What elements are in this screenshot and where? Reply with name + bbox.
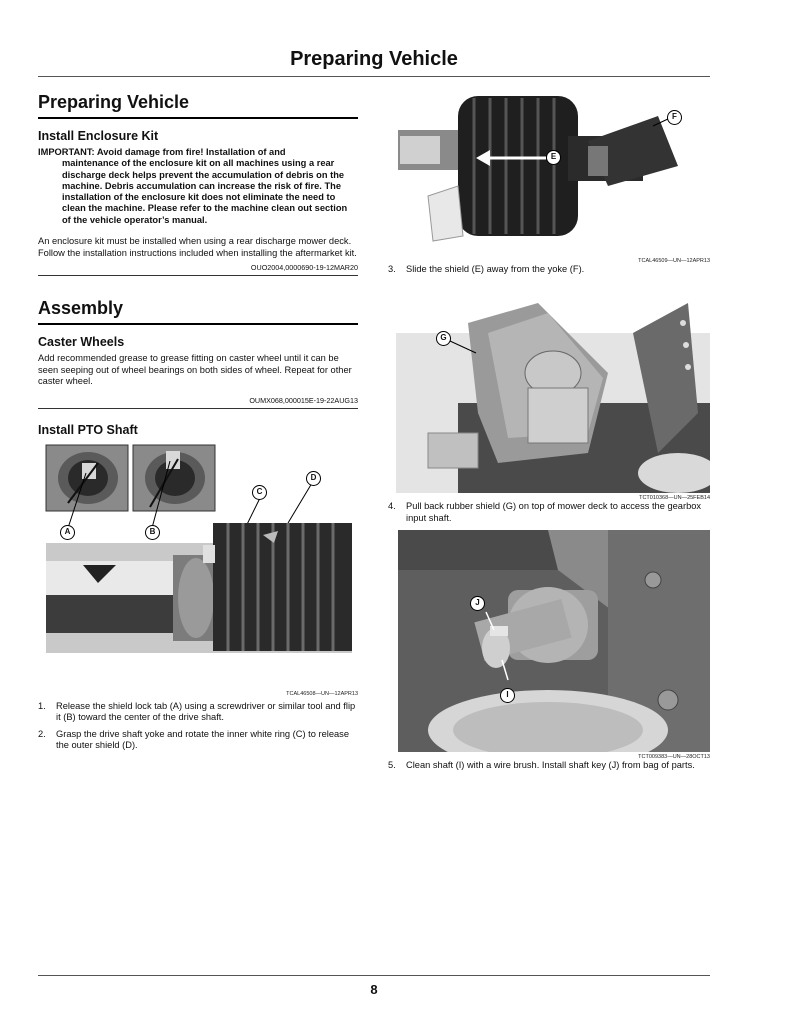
step-text: Grasp the drive shaft yoke and rotate the inner white ring (C) to release the outer shield (D). <box>56 729 350 751</box>
callout-c: C <box>252 485 267 500</box>
pto-shaft-figure <box>38 443 352 689</box>
figure-caption: TCAL46509—UN—12APR13 <box>638 258 710 264</box>
step-text: Release the shield lock tab (A) using a screwdriver or similar tool and flip it (B) toward the center of the drive shaft. <box>56 700 356 722</box>
callout-j: J <box>470 596 485 611</box>
input-shaft-figure <box>398 530 710 752</box>
step-number: 2. <box>38 729 46 740</box>
right-column <box>388 86 710 777</box>
step-5-list <box>388 760 710 771</box>
section-heading-assembly: Assembly <box>38 298 358 325</box>
step-text: Pull back rubber shield (G) on top of mower deck to access the gearbox input shaft. <box>406 501 702 523</box>
step-number: 4. <box>388 501 396 512</box>
page-title: Preparing Vehicle <box>290 48 458 70</box>
step-3 <box>388 264 710 275</box>
caster-wheels-text: Add recommended grease to grease fitting on caster wheel until it can be seen seeping out of wheel bearings on both sides of wheel. Repeat for other caster wheel. <box>38 353 352 387</box>
step-number: 3. <box>388 264 396 274</box>
shield-slide-figure <box>388 86 710 256</box>
header-divider <box>38 76 710 77</box>
step-4-list <box>388 501 710 524</box>
step-4 <box>388 501 710 524</box>
callout-g: G <box>436 331 451 346</box>
rubber-shield-figure <box>388 293 710 493</box>
step-2 <box>38 729 358 752</box>
reference-code: OUMX068,000015E-19-22AUG13 <box>38 396 358 409</box>
callout-d: D <box>306 471 321 486</box>
important-body: maintenance of the enclosure kit on all machines using a rear discharge deck helps prevent the accumulation of debris on the machine. Debris accumulation can increase the risk of fire. The installation of the enclosure kit does not eliminate the need to clean the machine. Please refer to the machine clean out section of the vehicle operator’s manual. <box>62 158 348 225</box>
section-heading-preparing-vehicle: Preparing Vehicle <box>38 92 358 119</box>
callout-e: E <box>546 150 561 165</box>
left-column <box>38 92 358 758</box>
rubber-shield-illustration <box>388 293 710 493</box>
pto-shaft-illustration <box>38 443 352 689</box>
figure-caption: TCT009383—UN—28OCT13 <box>638 753 710 760</box>
step-text: Clean shaft (I) with a wire brush. Install shaft key (J) from bag of parts. <box>406 759 695 770</box>
subheading-caster-wheels: Caster Wheels <box>38 335 125 350</box>
step-1 <box>38 701 358 724</box>
callout-b: B <box>145 525 160 540</box>
input-shaft-illustration <box>398 530 710 752</box>
important-notice <box>38 147 358 226</box>
important-lead: IMPORTANT: Avoid damage from fire! Installation of and <box>38 147 286 157</box>
subheading-install-enclosure-kit: Install Enclosure Kit <box>38 129 159 143</box>
step-5 <box>388 760 710 771</box>
pto-steps-list <box>38 701 358 752</box>
page-number: 8 <box>370 982 378 997</box>
step-text: Slide the shield (E) away from the yoke (F). <box>406 264 585 274</box>
step-3-list <box>388 264 710 275</box>
subheading-install-pto-shaft: Install PTO Shaft <box>38 422 138 437</box>
callout-f: F <box>667 110 682 125</box>
step-number: 5. <box>388 759 396 770</box>
enclosure-kit-text: An enclosure kit must be installed when using a rear discharge mower deck. Follow the installation instructions included when installing the aftermarket kit. <box>38 236 357 258</box>
shield-slide-illustration <box>388 86 710 256</box>
figure-caption: TCAL46508—UN—12APR13 <box>286 690 358 697</box>
callout-i: I <box>500 688 515 703</box>
reference-code: OUO2004,0000690-19-12MAR20 <box>38 263 358 276</box>
callout-a: A <box>60 525 75 540</box>
figure-caption: TCT010368—UN—25FEB14 <box>639 495 710 502</box>
step-number: 1. <box>38 700 46 711</box>
footer-divider <box>38 975 710 976</box>
